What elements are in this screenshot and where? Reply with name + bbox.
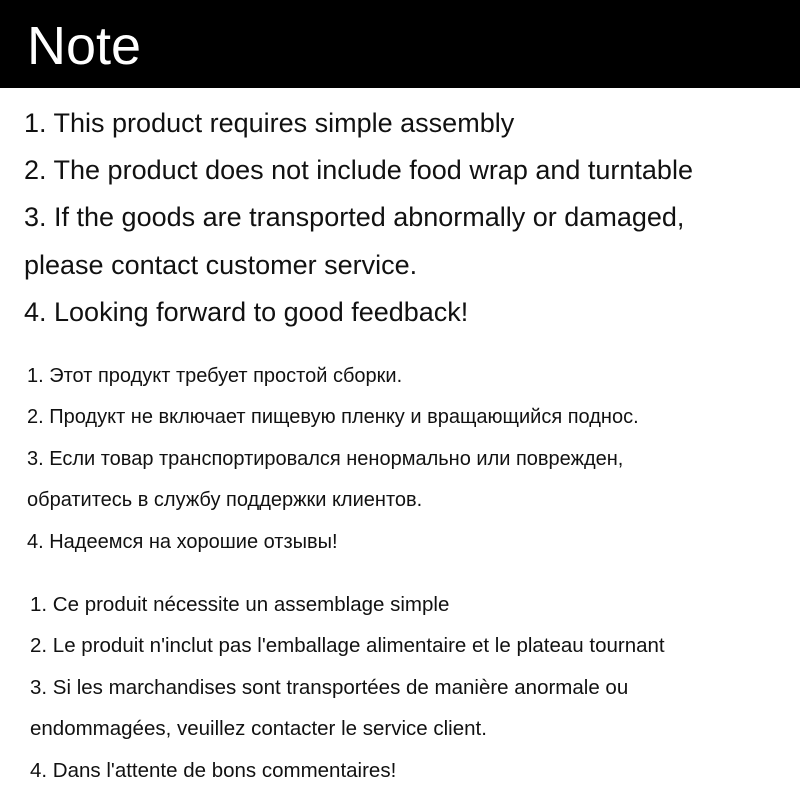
french-note-2: 2. Le produit n'inclut pas l'emballage alimentaire et le plateau tournant bbox=[30, 634, 665, 657]
note-header-bar bbox=[0, 0, 800, 88]
english-note-3: 3. If the goods are transported abnormally or damaged, bbox=[24, 202, 685, 232]
russian-note-1: 1. Этот продукт требует простой сборки. bbox=[27, 365, 403, 387]
english-note-1: 1. This product requires simple assembly bbox=[24, 108, 515, 138]
english-note-4: 4. Looking forward to good feedback! bbox=[24, 297, 469, 327]
russian-note-4: 4. Надеемся на хорошие отзывы! bbox=[27, 531, 338, 553]
russian-note-2: 2. Продукт не включает пищевую пленку и вращающийся поднос. bbox=[27, 406, 639, 428]
english-note-2: 2. The product does not include food wrap and turntable bbox=[24, 155, 693, 185]
russian-note-3: 3. Если товар транспортировался ненормально или поврежден, bbox=[27, 448, 624, 470]
french-note-3: 3. Si les marchandises sont transportées de manière anormale ou bbox=[30, 676, 629, 699]
note-title: Note bbox=[27, 16, 142, 76]
russian-note-3-continued: обратитесь в службу поддержки клиентов. bbox=[27, 489, 423, 511]
english-note-3-continued: please contact customer service. bbox=[24, 250, 418, 280]
french-note-3-continued: endommagées, veuillez contacter le service client. bbox=[30, 717, 487, 740]
french-note-4: 4. Dans l'attente de bons commentaires! bbox=[30, 759, 397, 782]
french-note-1: 1. Ce produit nécessite un assemblage simple bbox=[30, 593, 450, 616]
